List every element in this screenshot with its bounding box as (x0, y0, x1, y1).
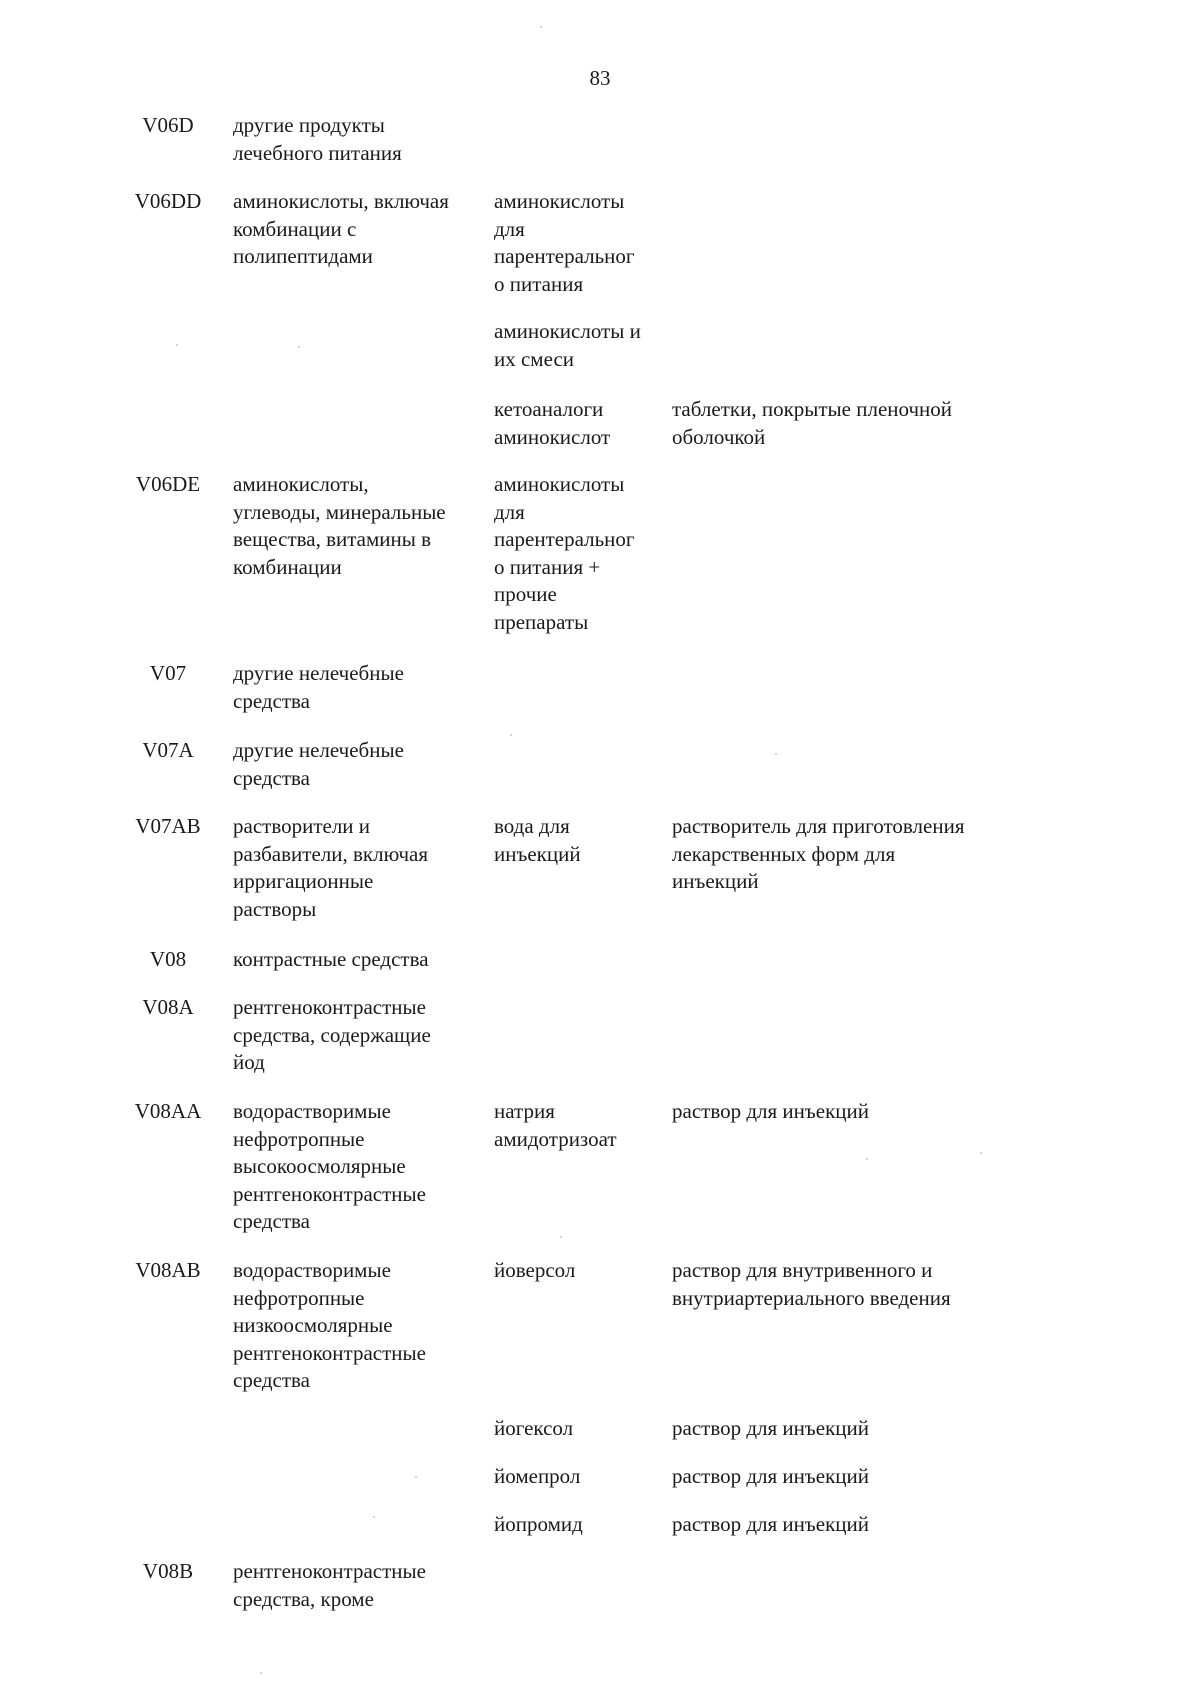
medicinal-product: вода для инъекций (494, 814, 581, 866)
dosage-form: раствор для инъекций (672, 1416, 869, 1440)
medicinal-product: натрия амидотризоат (494, 1099, 617, 1151)
scan-speck (775, 753, 777, 755)
dosage-form: растворитель для приготовления лекарственных форм для инъекций (672, 814, 965, 894)
medicinal-product: йоверсол (494, 1258, 576, 1282)
table-row (0, 1098, 1200, 1234)
medicinal-product: аминокислоты для парентеральног о питания + прочие препараты (494, 472, 635, 634)
table-row (0, 112, 1200, 165)
scan-speck (560, 1236, 562, 1238)
anatomical-therapeutic-group: растворители и разбавители, включая ирригационные растворы (233, 814, 429, 921)
scan-speck (540, 26, 542, 28)
atc-code: V08AA (134, 1099, 202, 1123)
atc-code: V07AB (135, 814, 201, 838)
anatomical-therapeutic-group: контрастные средства (233, 947, 429, 971)
atc-code: V08B (142, 1559, 194, 1583)
scan-speck (260, 1672, 262, 1674)
table-row (0, 946, 1200, 971)
table-row (0, 318, 1200, 371)
scan-speck (415, 1476, 417, 1478)
table-row (0, 994, 1200, 1075)
atc-code: V08A (142, 995, 194, 1019)
scan-speck (176, 344, 178, 346)
table-row (0, 660, 1200, 713)
anatomical-therapeutic-group: рентгеноконтрастные средства, кроме (233, 1559, 426, 1611)
medicinal-product: йопромид (494, 1512, 583, 1536)
anatomical-therapeutic-group: водорастворимые нефротропные низкоосмолярные рентгеноконтрастные средства (233, 1258, 426, 1393)
atc-code: V07A (142, 738, 194, 762)
medicinal-product: йогексол (494, 1416, 574, 1440)
anatomical-therapeutic-group: аминокислоты, углеводы, минеральные вещества, витамины в комбинации (233, 472, 446, 579)
scan-speck (510, 734, 512, 736)
scan-speck (298, 346, 300, 348)
table-row (0, 737, 1200, 790)
table-row (0, 1257, 1200, 1393)
scan-speck (373, 1516, 375, 1518)
atc-code: V06DD (134, 189, 202, 213)
atc-code: V06DE (135, 472, 201, 496)
anatomical-therapeutic-group: водорастворимые нефротропные высокоосмолярные рентгеноконтрастные средства (233, 1099, 426, 1234)
atc-code: V08AB (135, 1258, 201, 1282)
table-row (0, 1558, 1200, 1611)
anatomical-therapeutic-group: аминокислоты, включая комбинации с полипептидами (233, 189, 449, 269)
scan-speck (980, 1152, 982, 1154)
anatomical-therapeutic-group: рентгеноконтрастные средства, содержащие йод (233, 995, 431, 1075)
anatomical-therapeutic-group: другие нелечебные средства (233, 738, 404, 790)
table-row (0, 1463, 1200, 1488)
table-row (0, 813, 1200, 921)
dosage-form: таблетки, покрытые пленочной оболочкой (672, 397, 953, 449)
anatomical-therapeutic-group: другие продукты лечебного питания (233, 113, 402, 165)
atc-code: V07 (149, 661, 187, 685)
dosage-form: раствор для инъекций (672, 1099, 869, 1123)
dosage-form: раствор для внутривенного и внутриартериального введения (672, 1258, 951, 1310)
medicinal-product: йомепрол (494, 1464, 581, 1488)
anatomical-therapeutic-group: другие нелечебные средства (233, 661, 404, 713)
dosage-form: раствор для инъекций (672, 1464, 869, 1488)
table-row (0, 396, 1200, 449)
table-row (0, 1511, 1200, 1536)
table-row (0, 1415, 1200, 1440)
medicinal-product: аминокислоты и их смеси (494, 319, 641, 371)
page-number: 83 (589, 66, 611, 90)
medicinal-product: кетоаналоги аминокислот (494, 397, 611, 449)
atc-code: V08 (149, 947, 187, 971)
atc-code: V06D (142, 113, 194, 137)
scan-speck (866, 1158, 868, 1160)
medicinal-product: аминокислоты для парентеральног о питания (494, 189, 635, 296)
dosage-form: раствор для инъекций (672, 1512, 869, 1536)
table-row (0, 188, 1200, 296)
table-row (0, 471, 1200, 634)
